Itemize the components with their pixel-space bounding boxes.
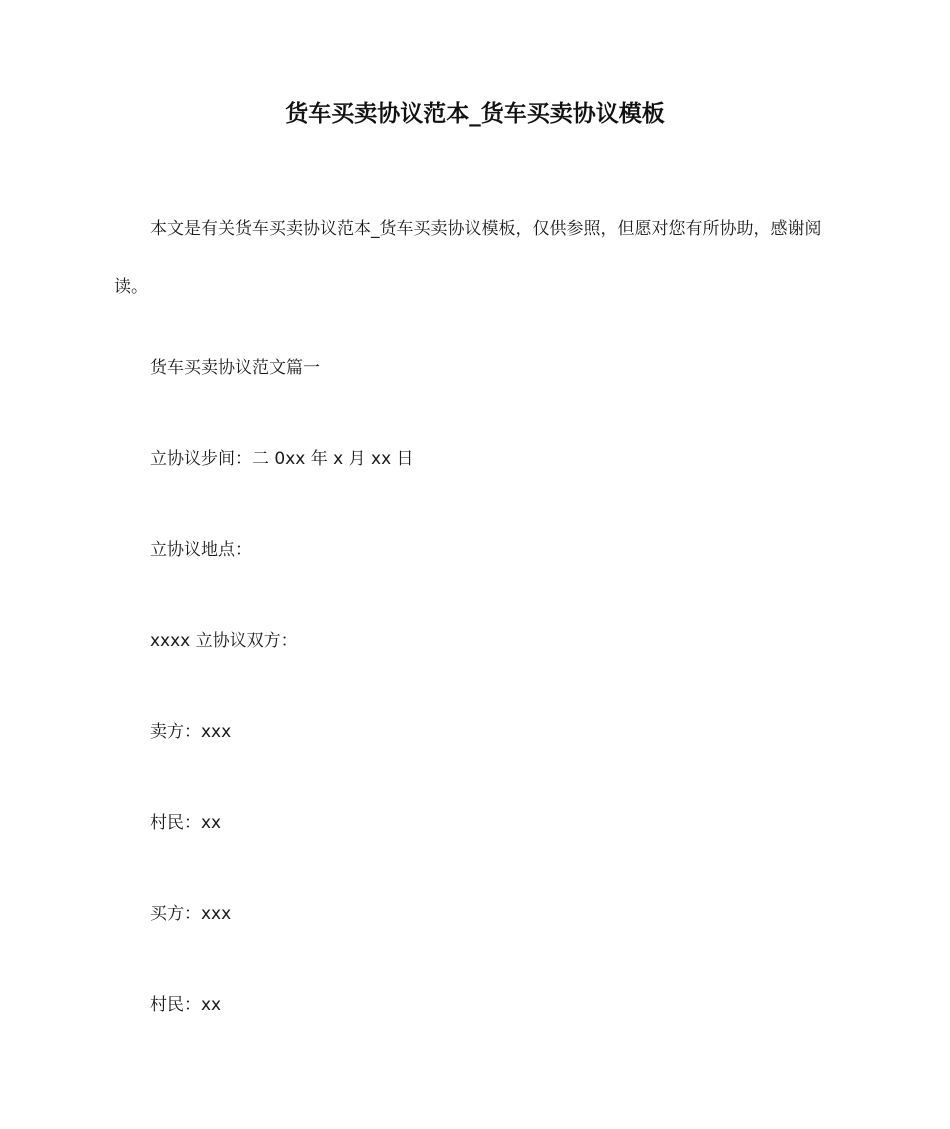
agreement-location-line: 立协议地点： [150,540,252,560]
seller-line: 卖方：xxx [150,722,232,742]
document-title: 货车买卖协议范本_货车买卖协议模板 [285,101,665,127]
intro-paragraph: 本文是有关货车买卖协议范本_货车买卖协议模板，仅供参照，但愿对您有所协助，感谢阅读。 [114,219,822,297]
agreement-date-line: 立协议步间：二 0xx 年 x 月 xx 日 [150,449,414,469]
agreement-parties-line: xxxx 立协议双方： [150,631,298,651]
section-heading: 货车买卖协议范文篇一 [150,358,320,378]
seller-villager-line: 村民：xx [150,813,222,833]
buyer-villager-line: 村民：xx [150,995,222,1015]
buyer-line: 买方：xxx [150,904,232,924]
